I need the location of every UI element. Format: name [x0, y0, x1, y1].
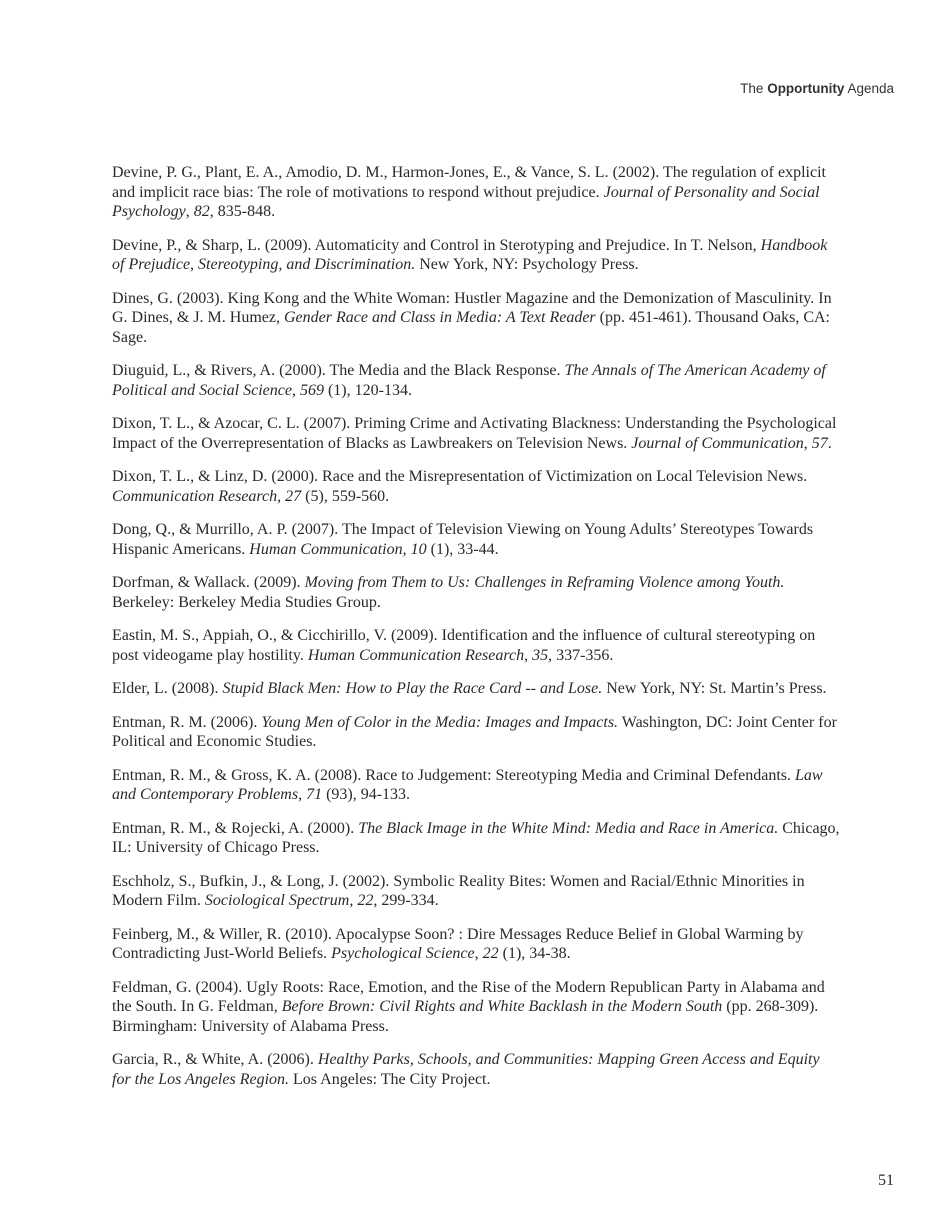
reference-entry — [112, 520, 842, 559]
reference-italic-text: 22 — [482, 945, 499, 963]
reference-italic-text: Before Brown: Civil Rights and White Backlash in the Modern South — [281, 998, 723, 1016]
reference-text: , — [524, 647, 533, 665]
reference-text: , — [474, 945, 483, 963]
reference-italic-text: Communication Research, 27 — [112, 488, 302, 506]
running-header — [740, 81, 894, 96]
reference-entry — [112, 236, 842, 275]
reference-text: Dixon, T. L., & Linz, D. (2000). Race and the Misrepresentation of Victimization on Local Television News. — [112, 468, 808, 486]
reference-italic-text: The Black Image in the White Mind: Media and Race in America. — [358, 819, 779, 837]
reference-text: , 337-356. — [548, 647, 614, 665]
reference-entry — [112, 289, 842, 348]
reference-text: Chicago, IL: University of Chicago Press. — [112, 819, 840, 857]
reference-entry — [112, 925, 842, 964]
reference-text: , 835-848. — [209, 203, 276, 221]
reference-text: Devine, P. G., Plant, E. A., Amodio, D. M., Harmon-Jones, E., & Vance, S. L. (2002). The regulation of explicit and implicit race bias: The role of motivations to respond without prejudice. — [112, 164, 826, 201]
reference-entry — [112, 766, 842, 805]
reference-italic-text: Journal of Communication — [631, 435, 804, 453]
reference-text: , 299-334. — [373, 892, 439, 910]
reference-text: Eschholz, S., Bufkin, J., & Long, J. (2002). Symbolic Reality Bites: Women and Racial/Ethnic Minorities in Modern Film. — [112, 872, 805, 910]
reference-text: , — [185, 203, 194, 221]
reference-text: Dorfman, & Wallack. (2009). — [112, 574, 305, 592]
page-number: 51 — [878, 1172, 894, 1189]
reference-text: (93), 94-133. — [322, 786, 411, 804]
reference-text: Elder, L. (2008). — [112, 680, 223, 698]
header-brand: Opportunity — [767, 81, 845, 96]
reference-italic-text: The Annals of The American Academy of Political and Social Science — [112, 362, 826, 400]
reference-italic-text: 71 — [306, 786, 323, 804]
reference-text: Diuguid, L., & Rivers, A. (2000). The Media and the Black Response. — [112, 362, 565, 380]
reference-entry — [112, 713, 842, 752]
reference-text: (pp. 268-309). Birmingham: University of Alabama Press. — [112, 998, 819, 1036]
reference-italic-text: Human Communication Research — [307, 647, 525, 665]
reference-italic-text: Journal of Personality and Social Psychology — [112, 183, 820, 221]
reference-italic-text: Moving from Them to Us: Challenges in Reframing Violence among Youth. — [304, 574, 785, 592]
reference-entry — [112, 163, 842, 222]
reference-text: Garcia, R., & White, A. (2006). — [112, 1051, 318, 1069]
reference-text: (1), 33-44. — [426, 541, 499, 559]
reference-entry — [112, 1050, 842, 1089]
reference-italic-text: Psychological Science — [331, 945, 475, 963]
reference-text: Eastin, M. S., Appiah, O., & Cicchirillo, V. (2009). Identification and the influence of cultural stereotyping on post videogame play hostility. — [112, 627, 816, 665]
reference-text: Entman, R. M., & Rojecki, A. (2000). — [112, 819, 359, 837]
reference-entry — [112, 361, 842, 400]
reference-text: Dong, Q., & Murrillo, A. P. (2007). The Impact of Television Viewing on Young Adults’ Stereotypes Towards Hispanic Americans. — [112, 521, 814, 559]
reference-italic-text: 82 — [193, 203, 210, 221]
reference-text: (1), 34-38. — [498, 945, 571, 963]
reference-text: (1), 120-134. — [323, 382, 412, 400]
reference-text: New York, NY: Psychology Press. — [415, 256, 639, 274]
reference-italic-text: 35 — [532, 647, 549, 665]
reference-text: , — [349, 892, 358, 910]
reference-entry — [112, 679, 842, 699]
reference-text: Los Angeles: The City Project. — [289, 1071, 491, 1089]
reference-text: (5), 559-560. — [301, 488, 390, 506]
reference-entry — [112, 414, 842, 453]
header-post: Agenda — [844, 81, 894, 96]
reference-text: Devine, P., & Sharp, L. (2009). Automaticity and Control in Sterotyping and Prejudice. In T. Nelson, — [112, 236, 761, 254]
reference-italic-text: 569 — [299, 382, 324, 400]
reference-text: Entman, R. M. (2006). — [112, 713, 262, 731]
reference-italic-text: 57 — [811, 435, 828, 453]
reference-text: Dines, G. (2003). King Kong and the White Woman: Hustler Magazine and the Demonization of Masculinity. In G. Dines, & J. M. Humez, — [112, 289, 832, 327]
reference-text: Washington, DC: Joint Center for Political and Economic Studies. — [112, 713, 837, 751]
reference-text: Feldman, G. (2004). Ugly Roots: Race, Emotion, and the Rise of the Modern Republican Party in Alabama and the South. In G. Feldman, — [112, 978, 825, 1016]
reference-text: Feinberg, M., & Willer, R. (2010). Apocalypse Soon? : Dire Messages Reduce Belief in Global Warming by Contradicting Just-World Beliefs. — [112, 925, 804, 963]
reference-italic-text: 10 — [410, 541, 427, 559]
reference-text: , — [298, 786, 307, 804]
reference-text: New York, NY: St. Martin’s Press. — [602, 680, 827, 698]
reference-italic-text: Stupid Black Men: How to Play the Race Card -- and Lose. — [222, 680, 603, 698]
reference-text: Entman, R. M., & Gross, K. A. (2008). Race to Judgement: Stereotyping Media and Criminal Defendants. — [112, 766, 795, 784]
reference-entry — [112, 978, 842, 1037]
reference-italic-text: Healthy Parks, Schools, and Communities: Mapping Green Access and Equity for the Los Angeles Region. — [112, 1051, 820, 1089]
reference-entry — [112, 872, 842, 911]
reference-italic-text: Young Men of Color in the Media: Images and Impacts. — [261, 713, 619, 731]
reference-italic-text: Human Communication — [249, 541, 403, 559]
reference-entry — [112, 819, 842, 858]
reference-text: (pp. 451-461). Thousand Oaks, CA: Sage. — [112, 309, 830, 347]
reference-italic-text: Sociological Spectrum — [204, 892, 350, 910]
reference-text: , — [291, 382, 300, 400]
reference-italic-text: Gender Race and Class in Media: A Text Reader — [283, 309, 596, 327]
reference-text: Dixon, T. L., & Azocar, C. L. (2007). Priming Crime and Activating Blackness: Understanding the Psychological Impact of the Overrepresentation of Blacks as Lawbreakers on Television News. — [112, 415, 837, 453]
reference-italic-text: Handbook of Prejudice, Stereotyping, and Discrimination. — [112, 236, 828, 274]
reference-entry — [112, 626, 842, 665]
reference-list — [112, 163, 842, 1103]
reference-text: . — [827, 435, 832, 453]
reference-text: , — [402, 541, 411, 559]
header-pre: The — [740, 81, 768, 96]
reference-italic-text: 22 — [357, 892, 374, 910]
reference-entry — [112, 573, 842, 612]
reference-text: Berkeley: Berkeley Media Studies Group. — [112, 594, 381, 612]
reference-entry — [112, 467, 842, 506]
reference-italic-text: Law and Contemporary Problems — [112, 766, 823, 804]
reference-text: , — [803, 435, 812, 453]
